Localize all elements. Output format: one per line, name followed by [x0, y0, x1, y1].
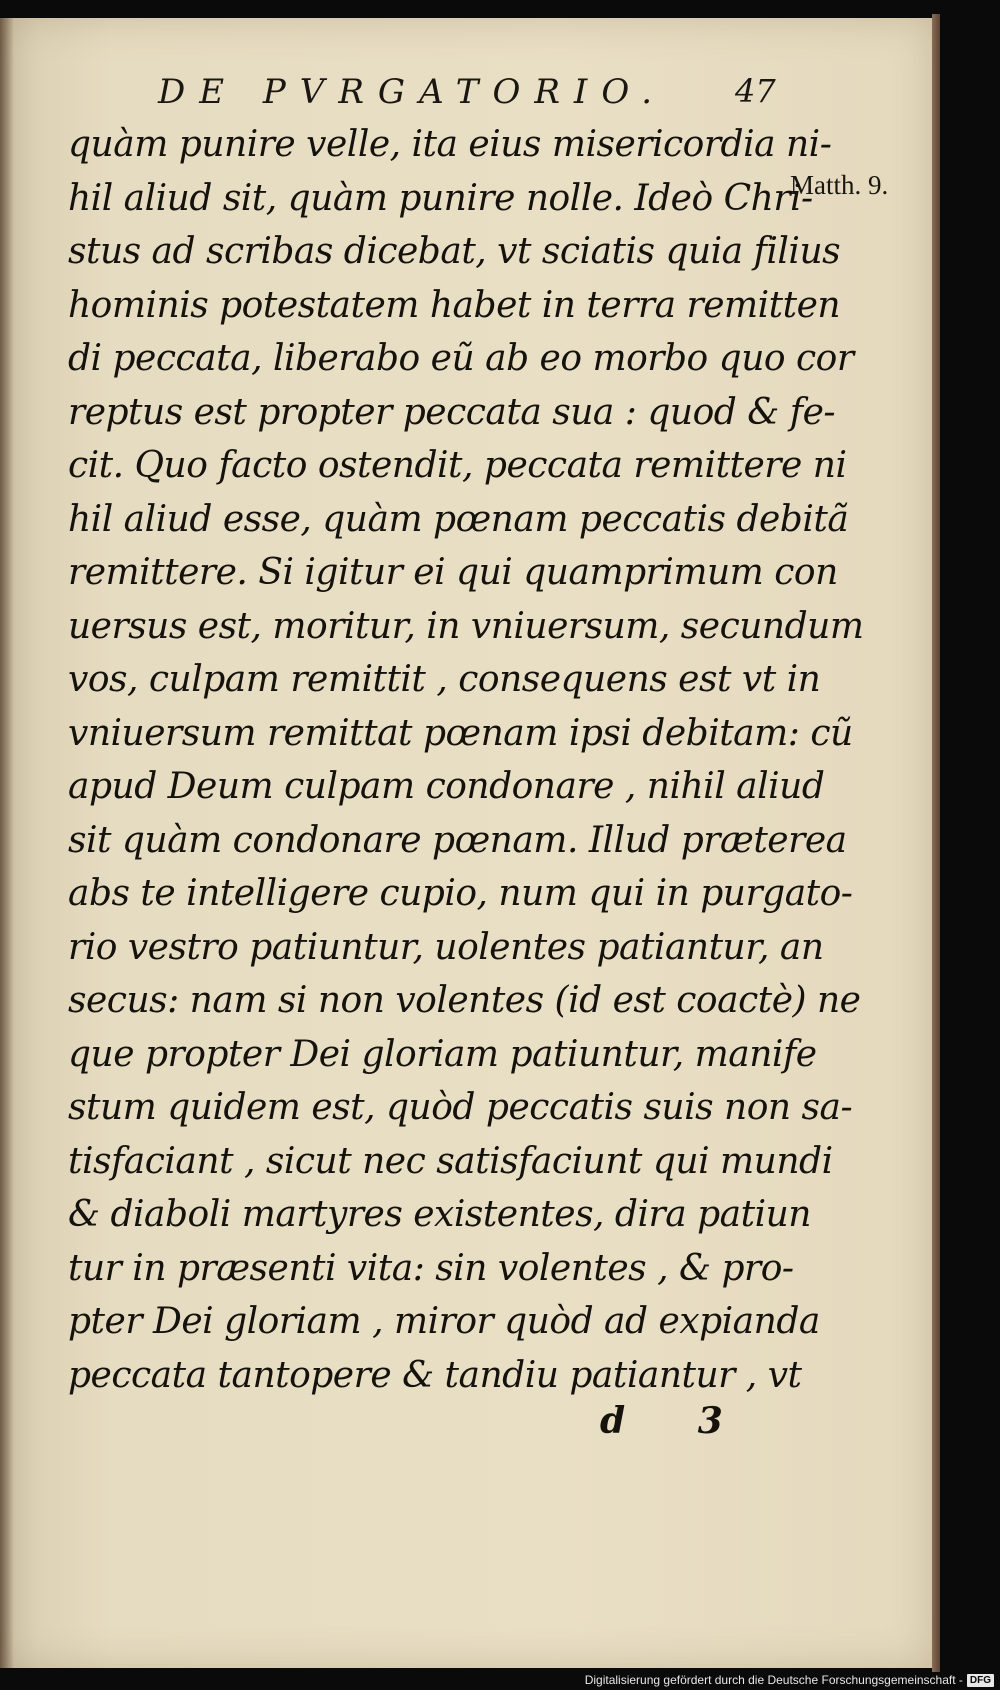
text-line: tur in præsenti vita: sin volentes , & pro- — [68, 1247, 794, 1289]
text-line: cit. Quo facto ostendit, peccata remittere ni — [68, 445, 847, 486]
text-line: que propter Dei gloriam patiuntur, manife — [68, 1033, 817, 1075]
text-line: stum quidem est, quòd peccatis suis non sa- — [68, 1087, 853, 1128]
text-line: quàm punire velle, ita eius misericordia ni- — [68, 124, 832, 165]
footer-credit: Digitalisierung gefördert durch die Deutsche Forschungsgemeinschaft - — [584, 1673, 963, 1687]
text-line: vos, culpam remittit , consequens est vt in — [68, 659, 821, 700]
page-number: 47 — [735, 72, 776, 110]
text-line: uersus est, moritur, in vniuersum, secundum — [68, 605, 864, 647]
signature-mark: d 3 — [600, 1400, 753, 1442]
text-line: tisfaciant , sicut nec satisfaciunt qui mundi — [68, 1140, 833, 1182]
text-line: hil aliud sit, quàm punire nolle. Ideò Chri- — [68, 177, 813, 219]
text-line: & diaboli martyres existentes, dira patiun — [68, 1194, 811, 1235]
text-line: apud Deum culpam condonare , nihil aliud — [68, 766, 825, 807]
text-line: vniuersum remittat pœnam ipsi debitam: cũ — [68, 712, 853, 754]
text-line: hil aliud esse, quàm pœnam peccatis debitã — [68, 498, 849, 540]
gutter-shadow — [0, 18, 14, 1668]
text-line: pter Dei gloriam , miror quòd ad expianda — [68, 1301, 820, 1342]
dfg-logo-icon: DFG — [967, 1674, 994, 1687]
footer — [585, 1673, 994, 1687]
text-line: abs te intelligere cupio, num qui in purgato- — [68, 873, 853, 914]
text-line: peccata tantopere & tandiu patiantur , vt — [68, 1354, 802, 1396]
text-line: hominis potestatem habet in terra remitten — [68, 284, 841, 326]
text-line: rio vestro patiuntur, uolentes patiantur, an — [68, 926, 824, 968]
text-line: reptus est propter peccata sua : quod & fe- — [68, 391, 836, 433]
text-line: secus: nam si non volentes (id est coactè) ne — [68, 980, 861, 1021]
running-head: DE PVRGATORIO. — [158, 72, 667, 112]
text-line: di peccata, liberabo eũ ab eo morbo quo cor — [68, 338, 854, 379]
margin-note: Matth. 9. — [790, 170, 889, 200]
page-edge — [932, 14, 940, 1672]
text-line: sit quàm condonare pœnam. Illud præterea — [68, 819, 847, 861]
text-line: stus ad scribas dicebat, vt sciatis quia filius — [68, 231, 841, 272]
text-line: remittere. Si igitur ei qui quamprimum con — [68, 552, 838, 593]
